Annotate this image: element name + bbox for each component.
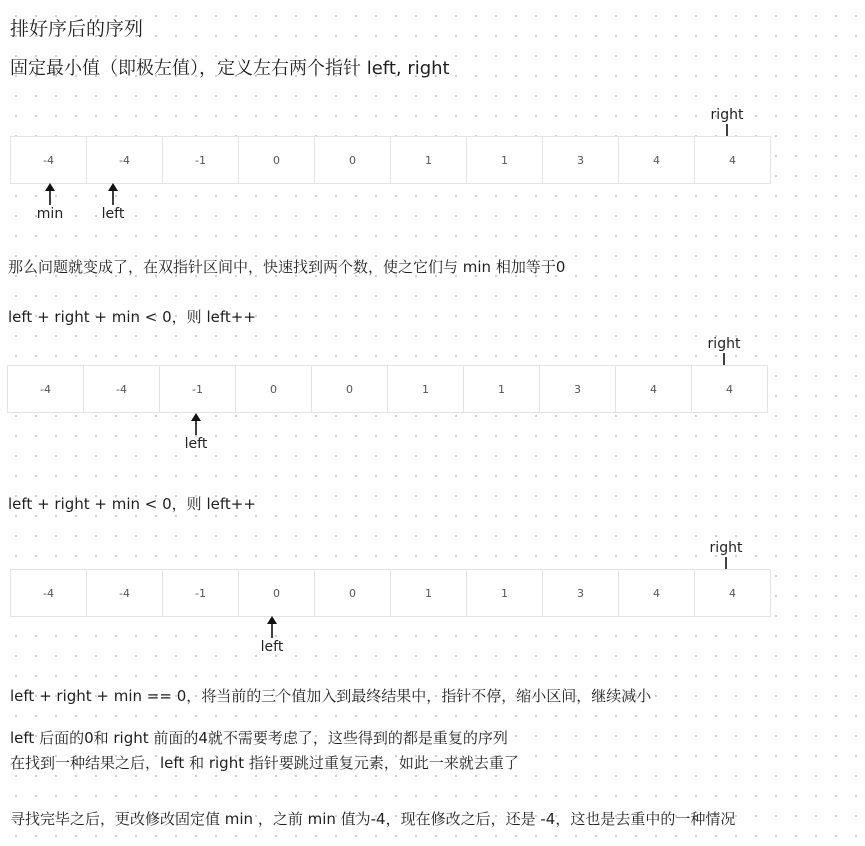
array-cell: 0 — [315, 137, 391, 183]
array-cell: -4 — [8, 366, 84, 412]
array-row-3 — [10, 569, 771, 617]
left-pointer-1 — [93, 183, 133, 223]
array-cell: 0 — [315, 570, 391, 616]
min-label: min — [36, 206, 64, 222]
text-7: 寻找完毕之后，更改修改固定值 min ，之前 min 值为-4，现在修改之后，还是 -4，这也是去重中的一种情况 — [10, 810, 736, 828]
up-arrow-icon — [107, 183, 119, 205]
array-cell: 0 — [312, 366, 388, 412]
array-cell: 0 — [236, 366, 312, 412]
array-cell: -4 — [84, 366, 160, 412]
array-row-2 — [7, 365, 768, 413]
left-pointer-3 — [252, 616, 292, 656]
subheading: 固定最小值（即极左值），定义左右两个指针 left, right — [10, 58, 450, 79]
array-cell: 0 — [239, 570, 315, 616]
array-cell: 4 — [619, 137, 695, 183]
left-label: left — [260, 639, 284, 655]
array-cell: -4 — [11, 570, 87, 616]
min-pointer — [30, 183, 70, 223]
heading: 排好序后的序列 — [10, 18, 144, 40]
left-label: left — [101, 206, 125, 222]
up-arrow-icon — [190, 413, 202, 435]
up-arrow-icon — [44, 183, 56, 205]
text-3: left + right + min < 0，则 left++ — [8, 495, 256, 513]
array-cell: -4 — [87, 137, 163, 183]
array-cell: -4 — [11, 137, 87, 183]
array-cell: 1 — [388, 366, 464, 412]
text-4: left + right + min == 0，将当前的三个值加入到最终结果中，指针不停，缩小区间，继续减小 — [10, 687, 652, 705]
array-cell: 1 — [467, 137, 543, 183]
array-cell: 4 — [726, 382, 733, 396]
up-arrow-icon — [266, 616, 278, 638]
left-pointer-2 — [176, 413, 216, 453]
array-cell: 3 — [543, 570, 619, 616]
right-label: right — [707, 336, 741, 352]
array-cell: 4 — [616, 366, 692, 412]
right-label: right — [709, 540, 743, 556]
array-cell: 0 — [239, 137, 315, 183]
array-cell: 1 — [464, 366, 540, 412]
array-cell: 3 — [543, 137, 619, 183]
array-cell: 4 — [729, 153, 736, 167]
array-cell: -1 — [163, 137, 239, 183]
array-cell: 3 — [540, 366, 616, 412]
text-1: 那么问题就变成了，在双指针区间中，快速找到两个数，使之它们与 min 相加等于0 — [8, 258, 566, 276]
array-cell: 4 — [619, 570, 695, 616]
right-label: right — [710, 107, 744, 123]
array-cell: -1 — [163, 570, 239, 616]
array-cell: 4 — [729, 586, 736, 600]
array-cell: 1 — [391, 570, 467, 616]
array-cell: 1 — [391, 137, 467, 183]
array-cell: -1 — [160, 366, 236, 412]
text-5: left 后面的0和 right 前面的4就不需要考虑了，这些得到的都是重复的序列 — [10, 729, 508, 747]
left-label: left — [184, 436, 208, 452]
array-cell: 1 — [467, 570, 543, 616]
array-row-1 — [10, 136, 771, 184]
text-2: left + right + min < 0，则 left++ — [8, 308, 256, 326]
array-cell: -4 — [87, 570, 163, 616]
text-6: 在找到一种结果之后，left 和 right 指针要跳过重复元素，如此一来就去重了 — [10, 754, 519, 772]
